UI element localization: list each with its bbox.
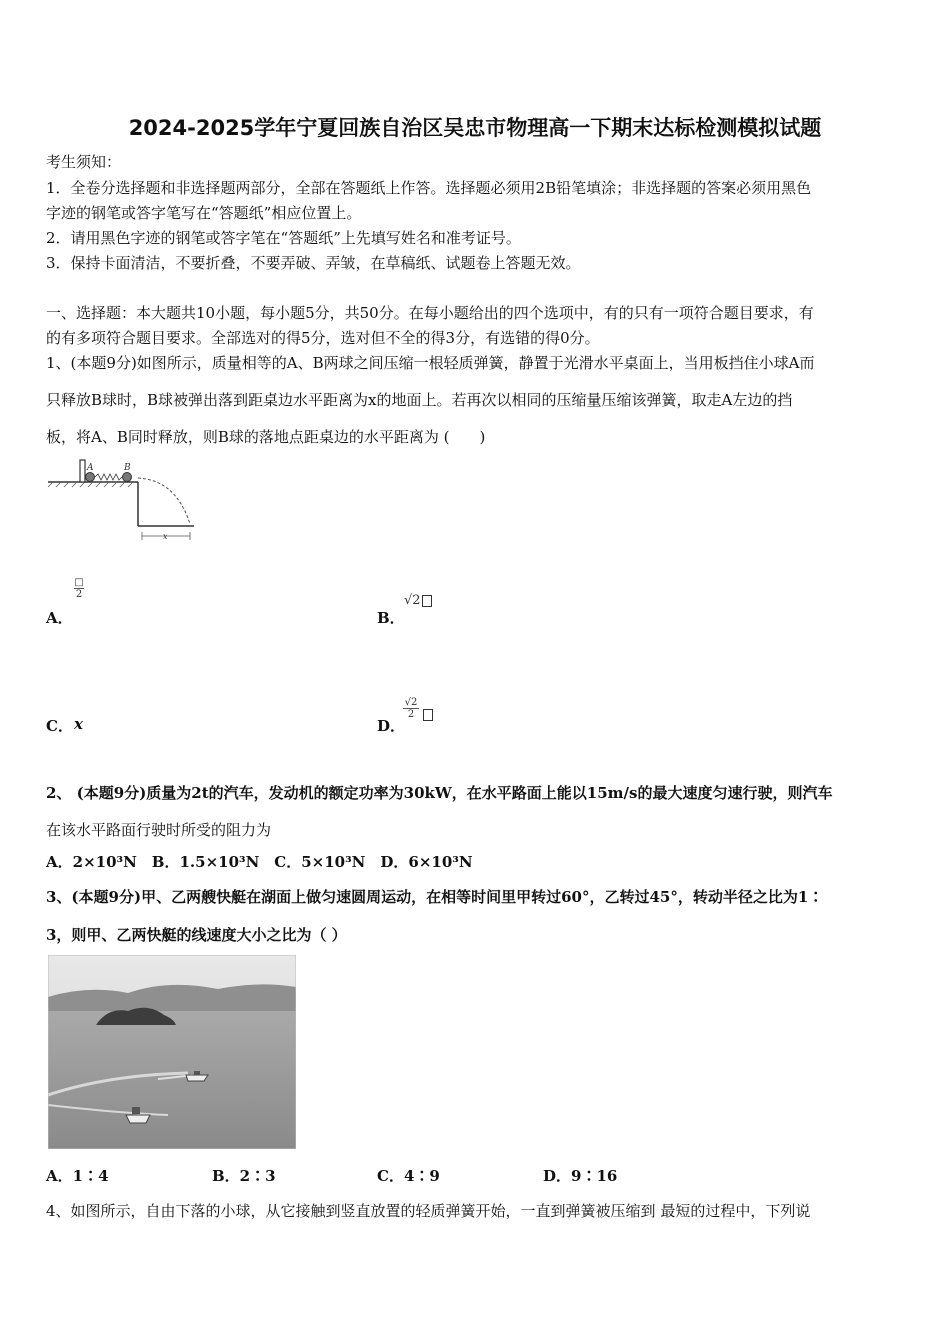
option-b-value: √2: [404, 593, 432, 608]
option-b: B．2∶3: [212, 1167, 276, 1185]
fraction-numerator: √2: [404, 697, 418, 708]
option-d: D．9∶16: [543, 1167, 618, 1185]
spring: [95, 474, 122, 480]
question-4-text: 4、如图所示，自由下落的小球，从它接触到竖直放置的轻质弹簧开始，一直到弹簧被压缩到 最短的过程中，下列说: [46, 1202, 811, 1220]
label-x: x: [163, 532, 168, 541]
section-instructions: 的有多项符合题目要求。全部选对的得5分，选对但不全的得3分，有选错的得0分。: [46, 329, 600, 347]
option-d-label: D．: [377, 717, 406, 735]
page-title: 2024-2025学年宁夏回族自治区吴忠市物理高一下期末达标检测模拟试题: [128, 116, 822, 140]
label-b: B: [124, 463, 131, 473]
question-3-text: 3，则甲、乙两快艇的线速度大小之比为（ ）: [46, 926, 347, 944]
lake: [48, 1011, 296, 1149]
fraction-denominator: 2: [75, 589, 83, 600]
option-d-fraction: [403, 697, 419, 720]
question-2-text: 2、 (本题9分)质量为2t的汽车，发动机的额定功率为30kW，在水平路面上能以15m/s的最大速度匀速行驶，则汽车: [46, 784, 833, 802]
notice-heading: 考生须知：: [46, 153, 122, 171]
speedboats-photo: [48, 955, 296, 1149]
ball-a: [86, 473, 95, 482]
section-instructions: 一、选择题：本大题共10小题，每小题5分，共50分。在每小题给出的四个选项中，有的只有一项符合题目要求，有: [46, 304, 814, 322]
option-a: A．1∶4: [46, 1167, 109, 1185]
notice-item: 3．保持卡面清洁，不要折叠，不要弄破、弄皱，在草稿纸、试题卷上答题无效。: [46, 254, 581, 272]
option-c-value: x: [74, 715, 83, 733]
question-3-text: 3、(本题9分)甲、乙两艘快艇在湖面上做匀速圆周运动，在相等时间里甲转过60°，乙转过45°，转动半径之比为1∶: [46, 888, 824, 906]
notice-item: 字迹的钢笔或答字笔写在“答题纸”相应位置上。: [46, 204, 362, 222]
question-1-text: 1、(本题9分)如图所示，质量相等的A、B两球之间压缩一根轻质弹簧，静置于光滑水平桌面上，当用板挡住小球A而: [46, 354, 815, 372]
notice-item: 2．请用黑色字迹的钢笔或答字笔在“答题纸”上先填写姓名和准考证号。: [46, 229, 521, 247]
option-c-label: C．: [46, 717, 73, 735]
fraction-denominator: 2: [403, 708, 419, 720]
barrier-board: [80, 460, 85, 482]
option-a-label: A．: [46, 609, 73, 627]
option-c: C．4∶9: [377, 1167, 440, 1185]
label-a: A: [87, 463, 94, 473]
question-2-options: A．2×10³N B．1.5×10³N C．5×10³N D．6×10³N: [46, 853, 473, 871]
ball-b: [123, 473, 132, 482]
notice-item: 1．全卷分选择题和非选择题两部分，全部在答题纸上作答。选择题必须用2B铅笔填涂；非选择题的答案必须用黑色: [46, 179, 812, 197]
question-2-text: 在该水平路面行驶时所受的阻力为: [46, 821, 272, 839]
question-1-text: 只释放B球时，B球被弹出落到距桌边水平距离为x的地面上。若再次以相同的压缩量压缩该弹簧，取走A左边的挡: [46, 391, 793, 409]
option-b-label: B．: [377, 609, 405, 627]
option-a-fraction: [74, 577, 84, 600]
spring-launch-diagram: [46, 456, 196, 546]
trajectory: [138, 478, 190, 524]
fraction-numerator: □: [74, 577, 84, 588]
question-1-text: 板，将A、B同时释放，则B球的落地点距桌边的水平距离为 ( ): [46, 428, 486, 446]
option-d-symbol: [422, 704, 433, 723]
